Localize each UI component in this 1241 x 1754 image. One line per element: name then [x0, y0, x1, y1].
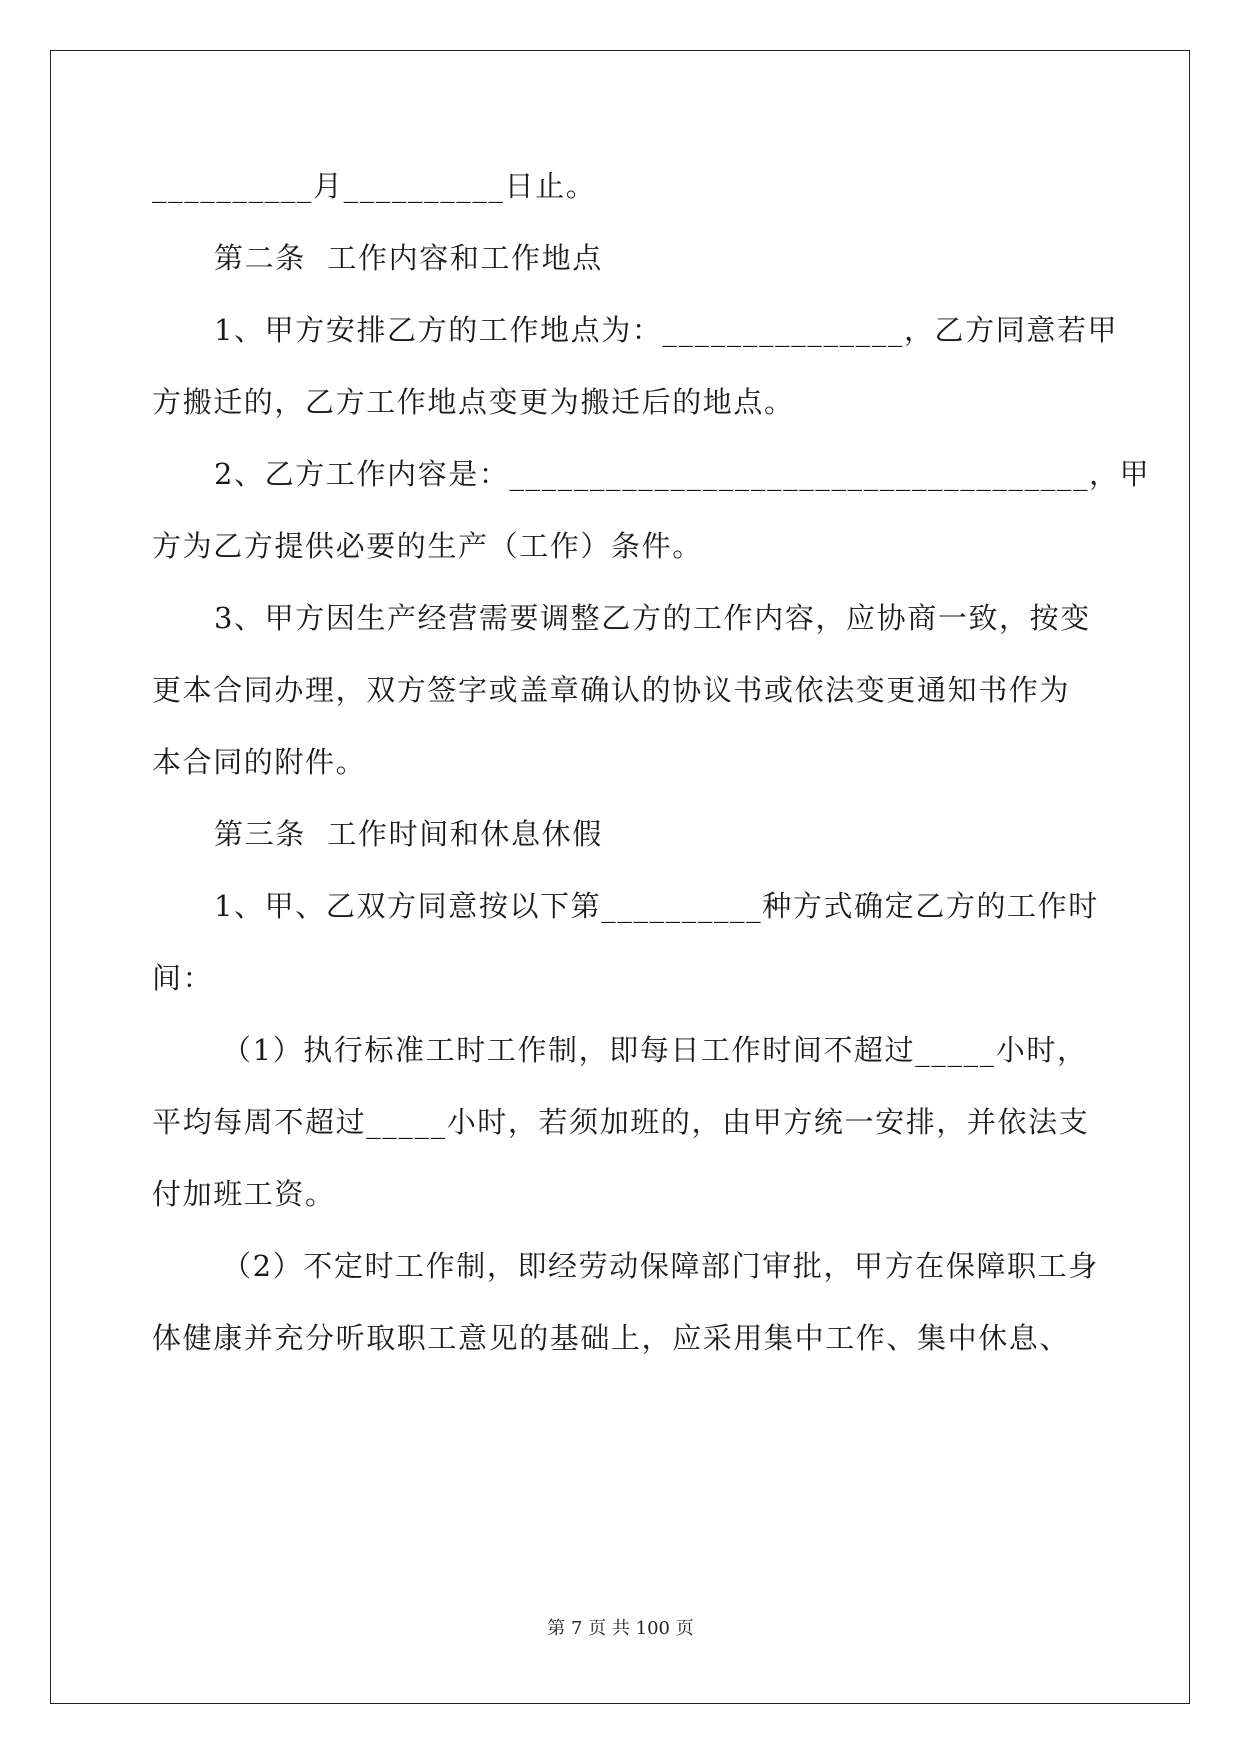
- text-line-17: 体健康并充分听取职工意见的基础上，应采用集中工作、集中休息、: [152, 1321, 1071, 1355]
- text-line-4: 方搬迁的，乙方工作地点变更为搬迁后的地点。: [152, 385, 795, 419]
- page-number-footer: 第 7 页 共 100 页: [547, 1618, 694, 1639]
- section-heading-article-3: 第三条 工作时间和休息休假: [214, 817, 603, 851]
- text-line-13: （1）执行标准工时工作制，即每日工作时间不超过_____小时，: [222, 1033, 1088, 1067]
- text-line-1: __________月__________日止。: [152, 169, 597, 203]
- text-line-9: 本合同的附件。: [152, 745, 367, 779]
- text-line-14: 平均每周不超过_____小时，若须加班的，由甲方统一安排，并依法支: [152, 1105, 1090, 1139]
- text-line-11: 1、甲、乙双方同意按以下第__________种方式确定乙方的工作时: [214, 889, 1099, 923]
- text-line-5: 2、乙方工作内容是：____________________________________，甲: [214, 457, 1151, 491]
- text-line-15: 付加班工资。: [152, 1177, 336, 1211]
- text-line-6: 方为乙方提供必要的生产（工作）条件。: [152, 529, 703, 563]
- text-line-16: （2）不定时工作制，即经劳动保障部门审批，甲方在保障职工身: [222, 1249, 1099, 1283]
- text-line-3: 1、甲方安排乙方的工作地点为：_______________，乙方同意若甲: [214, 313, 1119, 347]
- page-border: [50, 50, 1190, 1704]
- text-line-8: 更本合同办理，双方签字或盖章确认的协议书或依法变更通知书作为: [152, 673, 1071, 707]
- text-line-12: 间：: [152, 961, 214, 995]
- section-heading-article-2: 第二条 工作内容和工作地点: [214, 241, 603, 275]
- text-line-7: 3、甲方因生产经营需要调整乙方的工作内容，应协商一致，按变: [214, 601, 1091, 635]
